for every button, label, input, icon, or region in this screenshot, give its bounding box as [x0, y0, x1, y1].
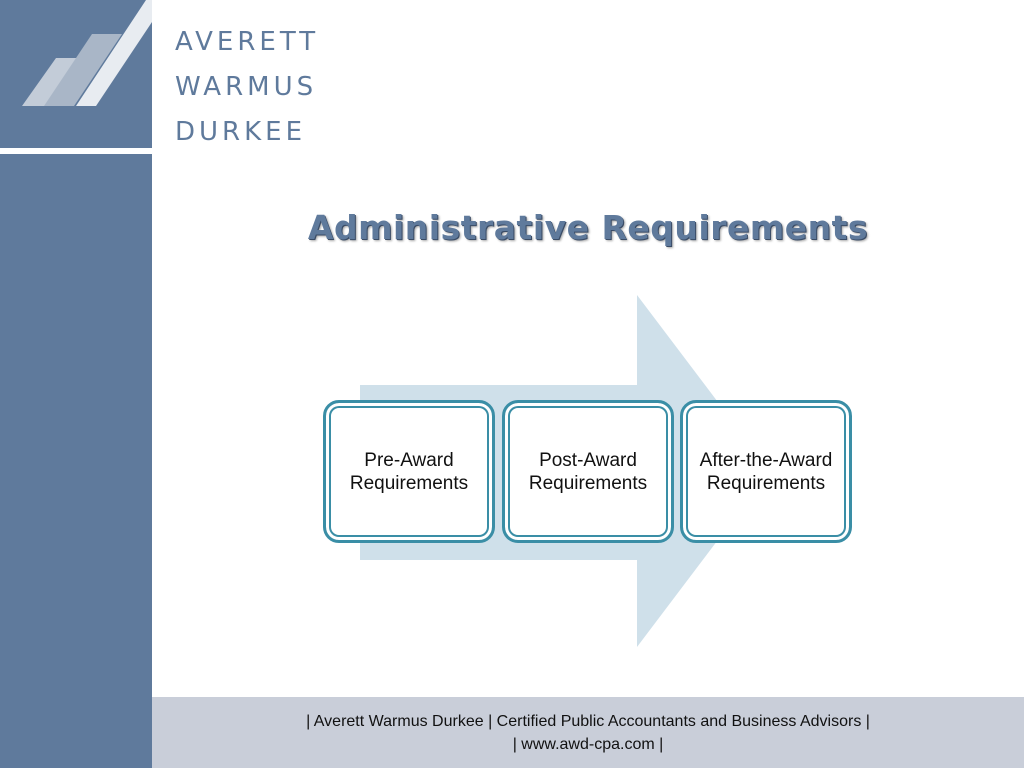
- logo-line-3: DURKEE: [175, 117, 307, 147]
- footer-line-1: | Averett Warmus Durkee | Certified Public Accountants and Business Advisors |: [306, 712, 870, 730]
- diagonal-stripes-logo-icon: [0, 0, 152, 148]
- process-step-label: Pre-Award Requirements: [349, 449, 469, 494]
- company-logo-text: [175, 20, 319, 155]
- logo-line-2: WARMUS: [175, 72, 318, 102]
- process-step-label: Post-Award Requirements: [528, 449, 648, 494]
- footer-line-2: | www.awd-cpa.com |: [512, 735, 664, 753]
- footer: [152, 697, 1024, 768]
- process-step-label: After-the-Award Requirements: [699, 449, 833, 494]
- slide-title: Administrative Requirements: [307, 208, 869, 247]
- logo-block: [0, 0, 152, 148]
- logo-line-1: AVERETT: [175, 27, 320, 57]
- process-step-pre-award: [323, 400, 495, 543]
- process-step-after-award: [680, 400, 852, 543]
- sidebar-bar: [0, 154, 152, 768]
- process-step-post-award: [502, 400, 674, 543]
